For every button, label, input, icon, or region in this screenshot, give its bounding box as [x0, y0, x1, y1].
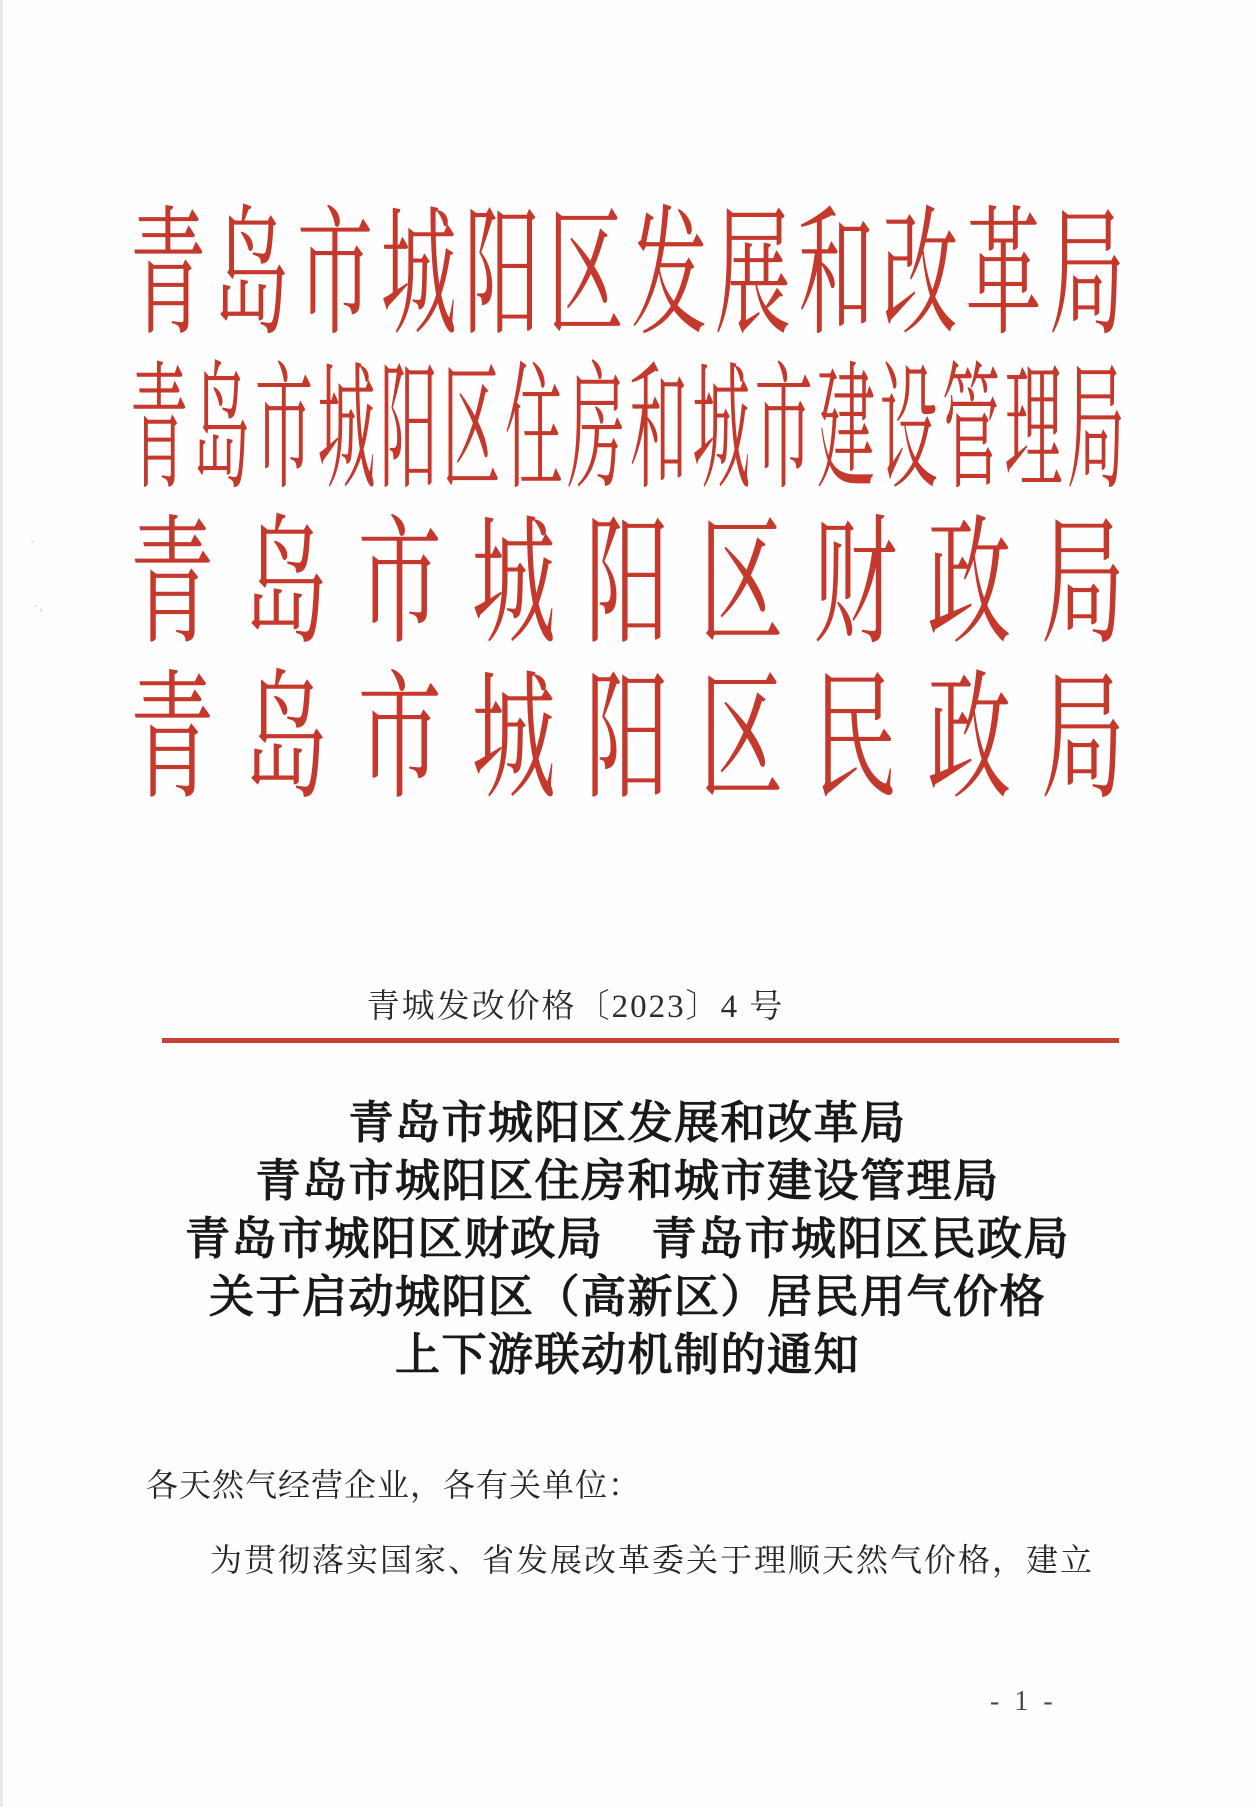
letterhead-agency-2-text: 青岛市城阳区住房和城市建设管理局	[130, 351, 1125, 507]
title-line-3-right: 青岛市城阳区民政局	[651, 1214, 1071, 1264]
title-line-4: 关于启动城阳区（高新区）居民用气价格	[208, 1272, 1046, 1322]
notice-title	[0, 1094, 1255, 1384]
title-line-3	[0, 1210, 1255, 1268]
letterhead-agency-3	[130, 508, 1125, 663]
title-line-3-left: 青岛市城阳区财政局	[184, 1214, 604, 1264]
letterhead-agency-2	[130, 353, 1125, 508]
scan-artifact: ·,	[31, 597, 44, 616]
letterhead-agency-4-text: 青岛市城阳区民政局	[130, 662, 1125, 817]
salutation-line: 各天然气经营企业，各有关单位：	[146, 1467, 642, 1503]
letterhead-agency-1	[130, 198, 1125, 353]
letterhead-agency-4	[130, 663, 1125, 818]
red-letterhead	[130, 198, 1125, 818]
title-line-1: 青岛市城阳区发展和改革局	[348, 1098, 907, 1148]
letterhead-agency-1-text: 青岛市城阳区发展和改革局	[130, 198, 1125, 353]
letterhead-agency-3-text: 青岛市城阳区财政局	[130, 507, 1125, 662]
scan-artifact: ·	[28, 533, 37, 552]
title-line-2: 青岛市城阳区住房和城市建设管理局	[255, 1156, 1000, 1206]
title-line-5: 上下游联动机制的通知	[394, 1330, 860, 1380]
document-number: 青城发改价格〔2023〕4 号	[366, 989, 785, 1025]
page-number: - 1 -	[990, 1686, 1057, 1717]
body-paragraph-1: 为贯彻落实国家、省发展改革委关于理顺天然气价格，建立	[210, 1542, 1095, 1578]
red-divider-line	[162, 1038, 1119, 1043]
